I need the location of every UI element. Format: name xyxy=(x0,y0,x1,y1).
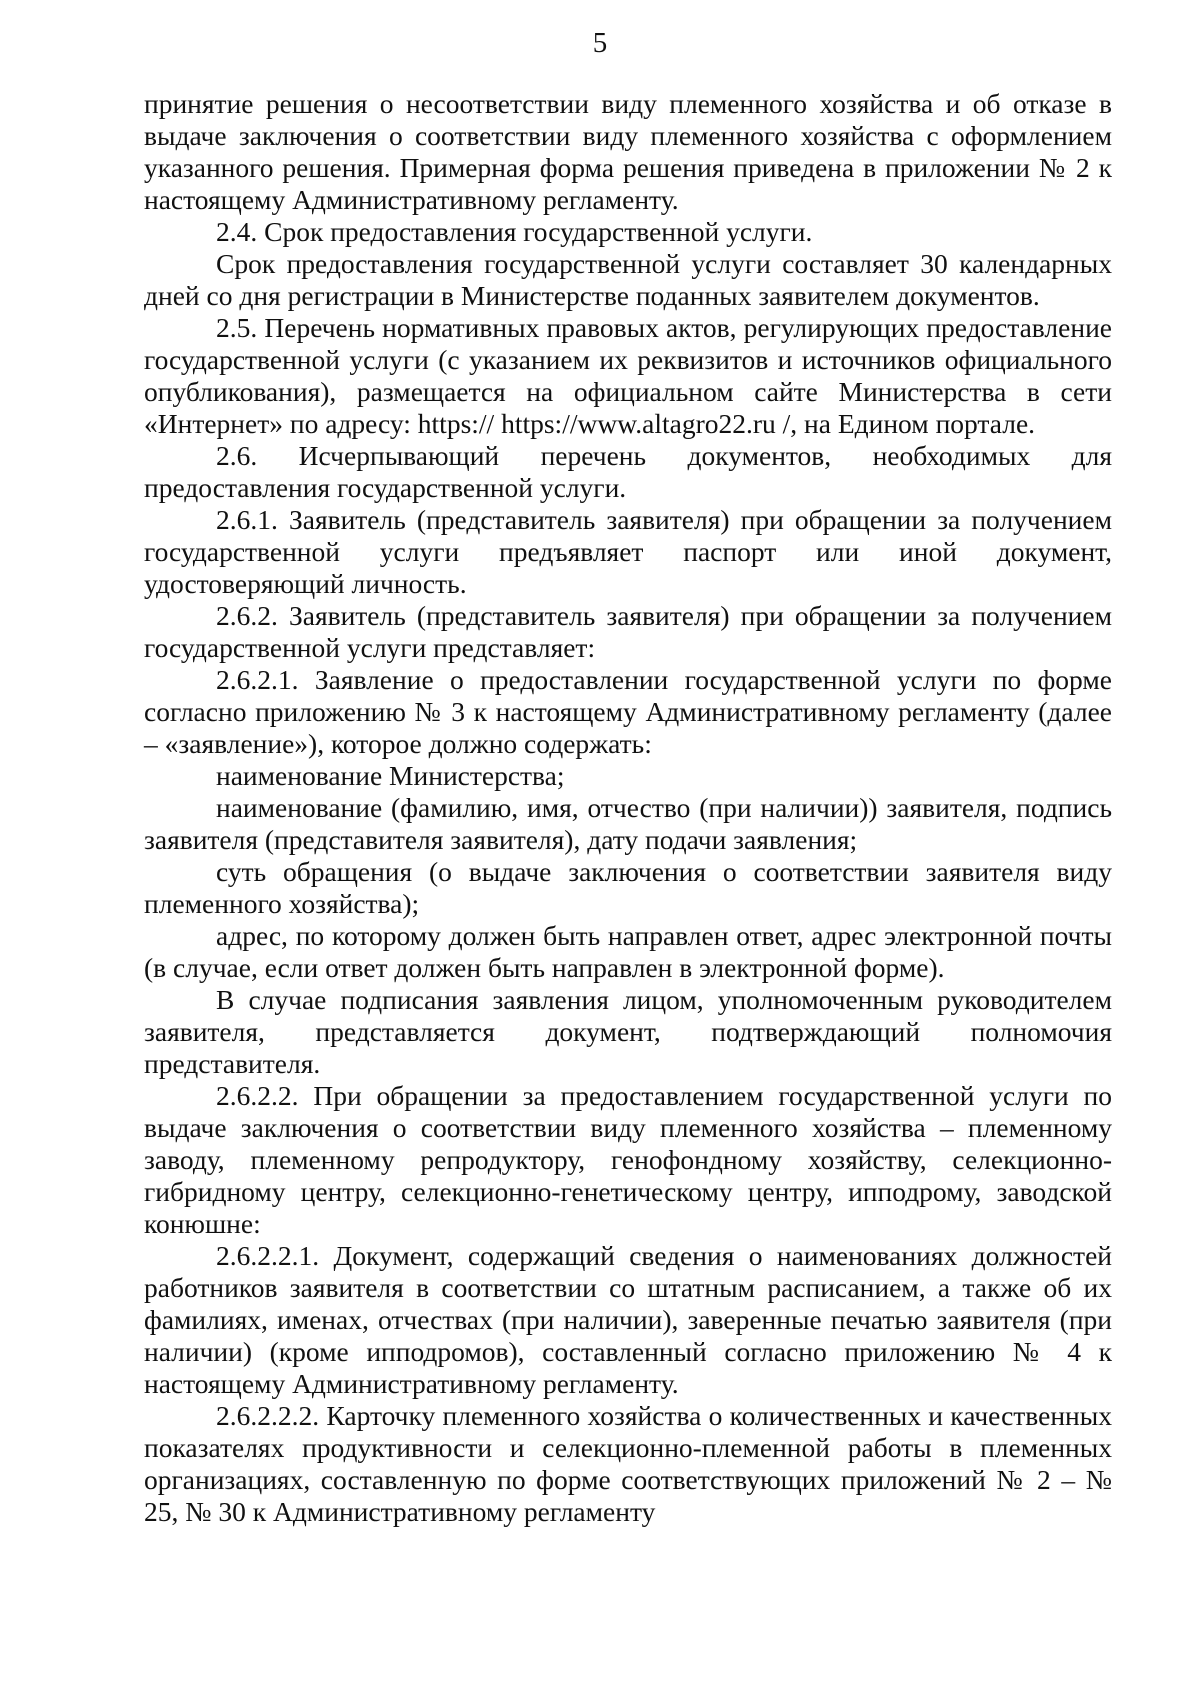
document-body xyxy=(144,88,1112,1528)
paragraph-2-6: 2.6. Исчерпывающий перечень документов, необходимых для предоставления государственной услуги. xyxy=(144,440,1112,503)
paragraph-service-term: Срок предоставления государственной услуги составляет 30 календарных дней со дня регистрации в Министерстве поданных заявителем документов. xyxy=(144,248,1112,311)
paragraph-2-6-2: 2.6.2. Заявитель (представитель заявителя) при обращении за получением государственной услуги представляет: xyxy=(144,600,1112,663)
list-item-request-essence: суть обращения (о выдаче заключения о соответствии заявителя виду племенного хозяйства); xyxy=(144,856,1112,919)
paragraph-2-6-1: 2.6.1. Заявитель (представитель заявителя) при обращении за получением государственной услуги предъявляет паспорт или иной документ, удостоверяющий личность. xyxy=(144,504,1112,599)
paragraph-2-5: 2.5. Перечень нормативных правовых актов, регулирующих предоставление государственной услуги (с указанием их реквизитов и источников официального опубликования), размещается на официальном сайте Министерства в сети «Интернет» по адресу: https:// https://www.altagro22.ru /, на Едином портале. xyxy=(144,312,1112,439)
page-number: 5 xyxy=(592,27,608,59)
list-item-ministry-name: наименование Министерства; xyxy=(216,760,565,791)
paragraph-2-6-2-2-1: 2.6.2.2.1. Документ, содержащий сведения о наименованиях должностей работников заявителя в соответствии со штатным расписанием, а также об их фамилиях, именах, отчествах (при наличии), заверенные печатью заявителя (при наличии) (кроме ипподромов), составленный согласно приложению № 4 к настоящему Административному регламенту. xyxy=(144,1240,1112,1399)
list-item-applicant-name: наименование (фамилию, имя, отчество (при наличии)) заявителя, подпись заявителя (представителя заявителя), дату подачи заявления; xyxy=(144,792,1112,855)
list-item-address: адрес, по которому должен быть направлен ответ, адрес электронной почты (в случае, если ответ должен быть направлен в электронной форме). xyxy=(144,920,1112,983)
paragraph-representative: В случае подписания заявления лицом, уполномоченным руководителем заявителя, представляется документ, подтверждающий полномочия представителя. xyxy=(144,984,1112,1079)
paragraph-2-6-2-2-2: 2.6.2.2.2. Карточку племенного хозяйства о количественных и качественных показателях продуктивности и селекционно-племенной работы в племенных организациях, составленную по форме соответствующих приложений № 2 – № 25, № 30 к Административному регламенту xyxy=(144,1400,1112,1527)
paragraph-2-4-heading: 2.4. Срок предоставления государственной услуги. xyxy=(216,216,813,247)
paragraph-2-6-2-2: 2.6.2.2. При обращении за предоставлением государственной услуги по выдаче заключения о соответствии виду племенного хозяйства – племенному заводу, племенному репродуктору, генофондному хозяйству, селекционно-гибридному центру, селекционно-генетическому центру, ипподрому, заводской конюшне: xyxy=(144,1080,1112,1239)
paragraph-continuation: принятие решения о несоответствии виду племенного хозяйства и об отказе в выдаче заключения о соответствии виду племенного хозяйства с оформлением указанного решения. Примерная форма решения приведена в приложении № 2 к настоящему Административному регламенту. xyxy=(144,88,1112,215)
paragraph-2-6-2-1: 2.6.2.1. Заявление о предоставлении государственной услуги по форме согласно приложению № 3 к настоящему Административному регламенту (далее – «заявление»), которое должно содержать: xyxy=(144,664,1112,759)
